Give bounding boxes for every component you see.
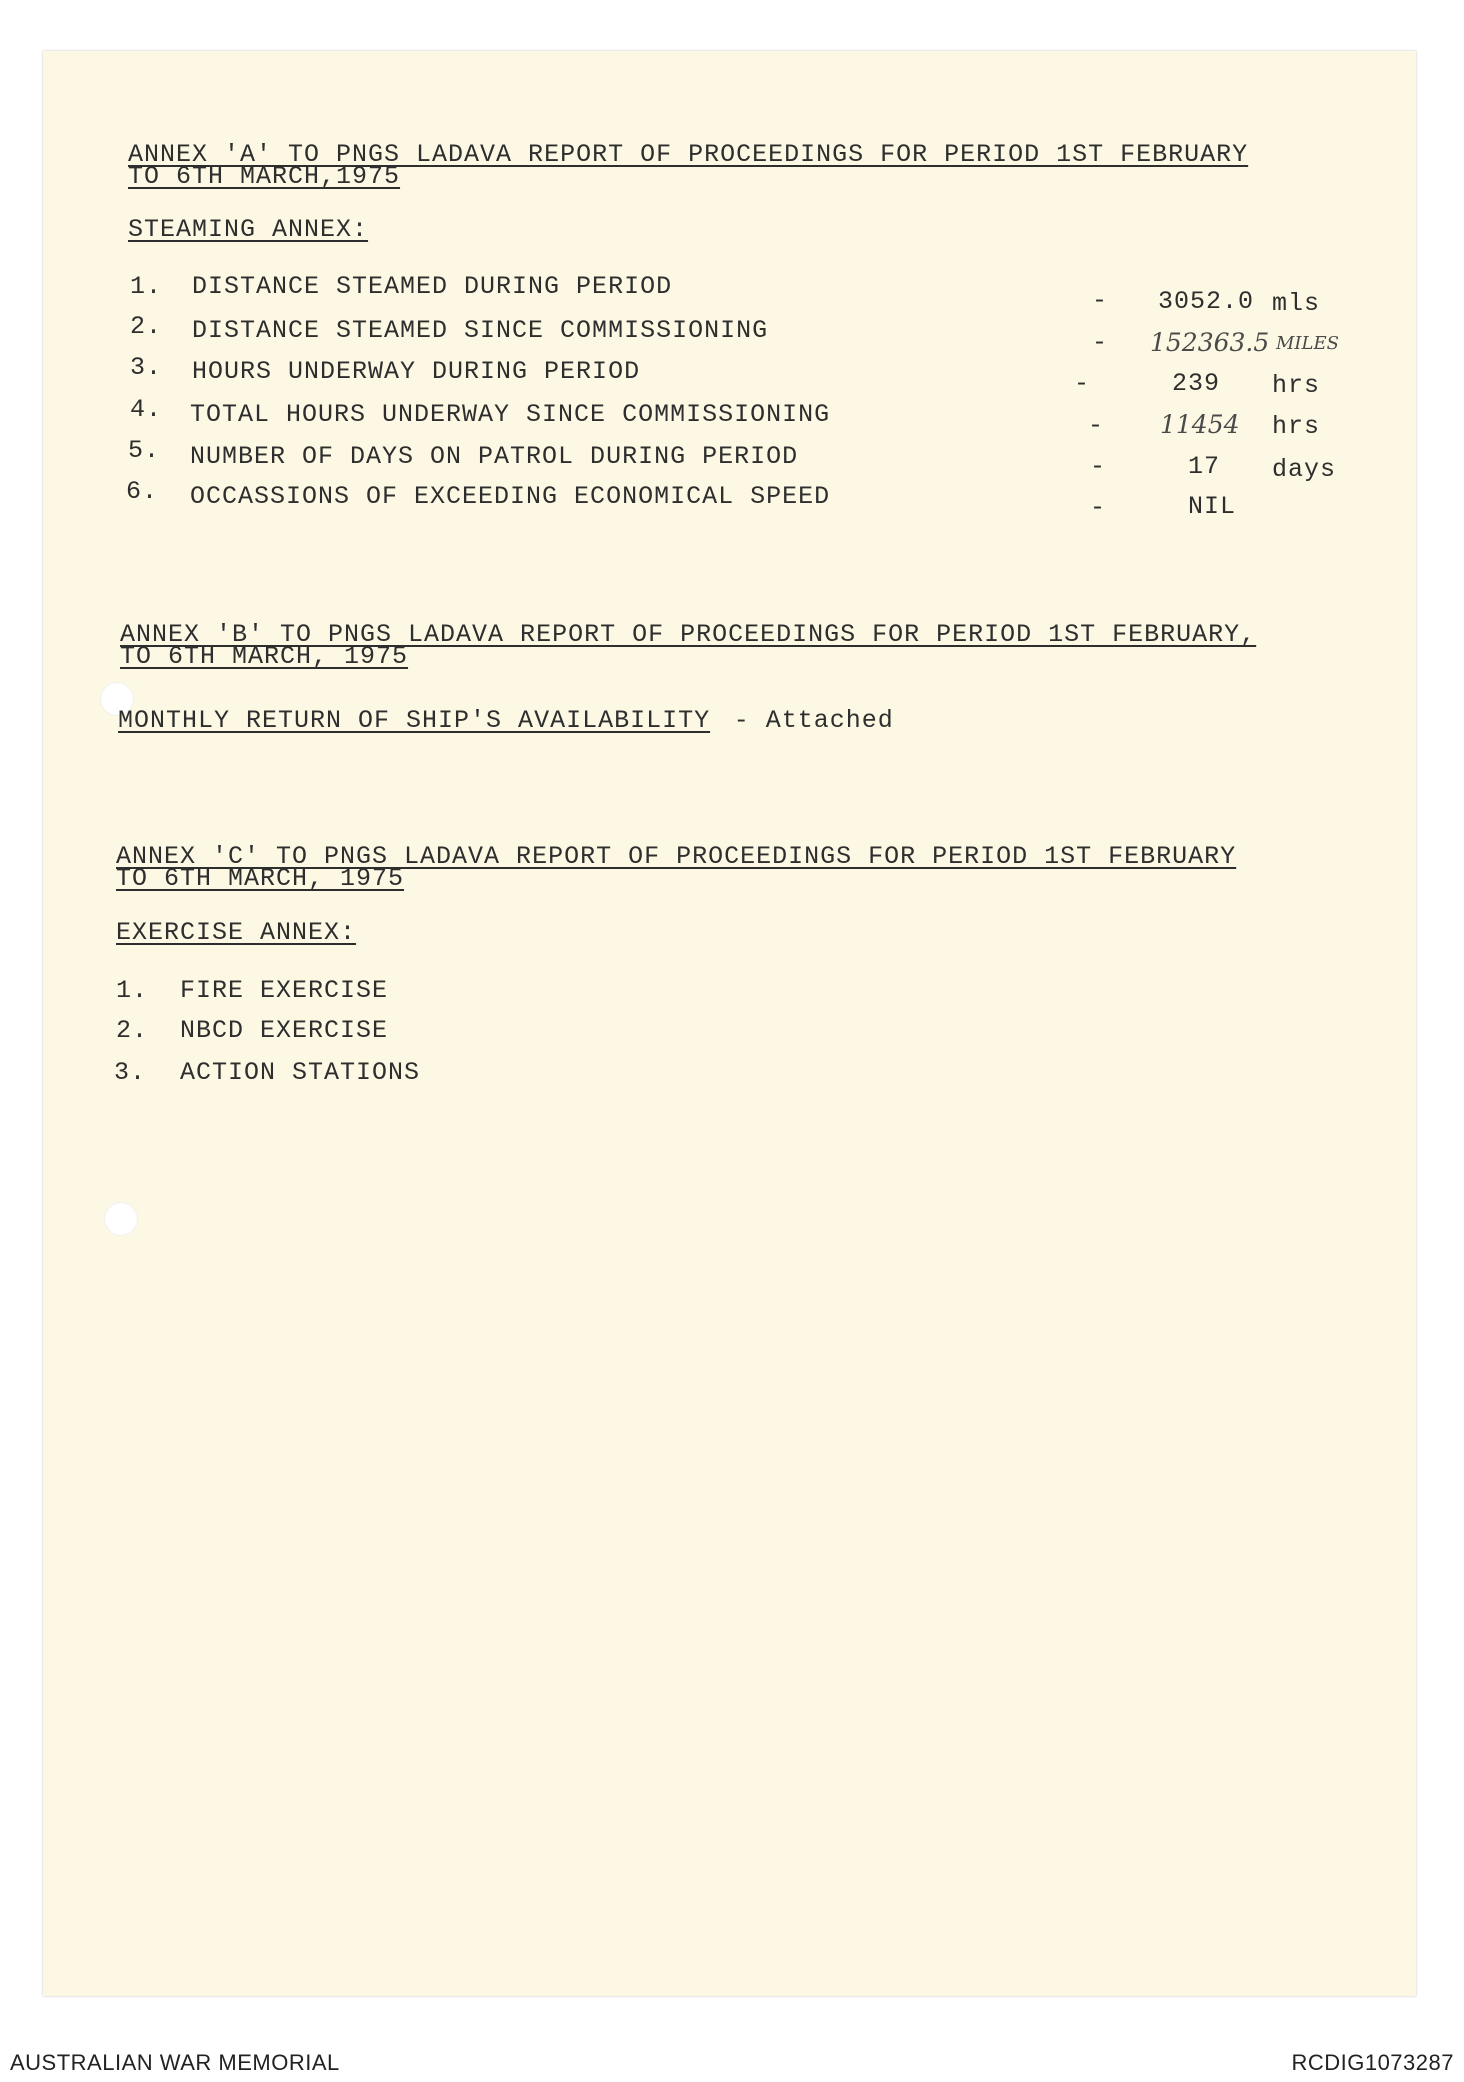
item-unit: hrs [1272, 412, 1321, 441]
footer-right-label: RCDIG1073287 [1291, 2050, 1454, 2075]
annex-b-heading-line1: ANNEX 'B' TO PNGS LADAVA REPORT OF PROCEEDINGS FOR PERIOD 1ST FEBRUARY, [120, 620, 1257, 649]
item-dash: - [1088, 411, 1105, 440]
item-number: 3. [130, 353, 163, 382]
item-number: 2. [130, 312, 163, 341]
item-number: 6. [126, 477, 159, 506]
item-number: 1. [130, 272, 163, 301]
annex-c-heading-line1: ANNEX 'C' TO PNGS LADAVA REPORT OF PROCEEDINGS FOR PERIOD 1ST FEBRUARY [116, 842, 1237, 871]
item-label: NBCD EXERCISE [180, 1016, 389, 1045]
return-label: MONTHLY RETURN OF SHIP'S AVAILABILITY [118, 706, 711, 735]
item-label: TOTAL HOURS UNDERWAY SINCE COMMISSIONING [190, 400, 831, 429]
annex-c-subheading: EXERCISE ANNEX: [116, 918, 357, 947]
item-label: HOURS UNDERWAY DURING PERIOD [192, 357, 641, 386]
item-dash: - [1090, 493, 1107, 522]
item-number: 5. [128, 436, 161, 465]
item-label: DISTANCE STEAMED DURING PERIOD [192, 272, 673, 301]
footer-left-label: AUSTRALIAN WAR MEMORIAL [10, 2050, 340, 2075]
item-number: 4. [130, 395, 163, 424]
annex-a-heading-line1: ANNEX 'A' TO PNGS LADAVA REPORT OF PROCEEDINGS FOR PERIOD 1ST FEBRUARY [128, 140, 1249, 169]
item-dash: - [1092, 286, 1109, 315]
item-number: 1. [116, 976, 149, 1005]
punch-hole-bottom [104, 1202, 138, 1236]
annex-b-heading-line2: TO 6TH MARCH, 1975 [120, 642, 409, 671]
item-unit: days [1272, 455, 1337, 484]
item-label: OCCASSIONS OF EXCEEDING ECONOMICAL SPEED [190, 482, 831, 511]
item-number: 3. [114, 1058, 147, 1087]
item-value: 17 [1188, 452, 1221, 481]
return-suffix: - Attached [733, 706, 894, 735]
annex-b-return-line [118, 706, 894, 735]
item-number: 2. [116, 1016, 149, 1045]
item-value: 11454 [1160, 410, 1240, 439]
item-value: 152363.5 [1150, 328, 1270, 357]
item-unit: mls [1272, 289, 1321, 318]
item-dash: - [1090, 452, 1107, 481]
item-label: FIRE EXERCISE [180, 976, 389, 1005]
annex-a-subheading: STEAMING ANNEX: [128, 215, 369, 244]
item-value: 239 [1172, 369, 1221, 398]
item-unit: hrs [1272, 371, 1321, 400]
item-label: NUMBER OF DAYS ON PATROL DURING PERIOD [190, 442, 799, 471]
annex-c-heading-line2: TO 6TH MARCH, 1975 [116, 864, 405, 893]
annex-a-heading-line2: TO 6TH MARCH,1975 [128, 162, 401, 191]
item-dash: - [1092, 328, 1109, 357]
item-value: 3052.0 [1158, 287, 1255, 316]
item-dash: - [1074, 369, 1091, 398]
item-unit: MILES [1276, 333, 1339, 354]
item-value: NIL [1188, 492, 1237, 521]
item-label: DISTANCE STEAMED SINCE COMMISSIONING [192, 316, 769, 345]
item-label: ACTION STATIONS [180, 1058, 421, 1087]
